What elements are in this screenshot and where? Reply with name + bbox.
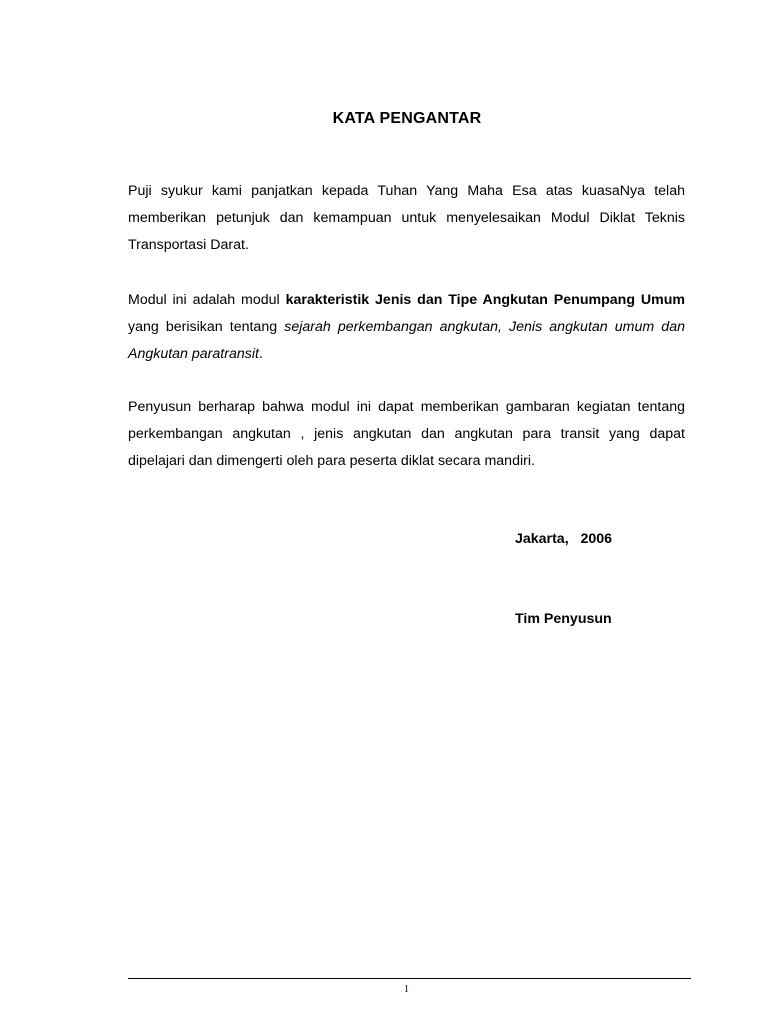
- paragraph-module-text-2: yang berisikan tentang: [128, 319, 285, 335]
- signature-author: Tim Penyusun: [515, 611, 612, 627]
- paragraph-module-description: [128, 287, 685, 368]
- module-topics-italic: sejarah perkembangan angkutan, Jenis angkutan umum dan Angkutan paratransit: [128, 319, 685, 362]
- paragraph-module-text-1: Modul ini adalah modul: [128, 292, 286, 308]
- page-number: 1: [404, 984, 409, 995]
- paragraph-module-text-3: .: [258, 346, 263, 362]
- module-title-bold: karakteristik Jenis dan Tipe Angkutan Penumpang Umum: [285, 292, 686, 308]
- paragraph-intro: Puji syukur kami panjatkan kepada Tuhan Yang Maha Esa atas kuasaNya telah memberikan petunjuk dan kemampuan untuk menyelesaikan Modul Diklat Teknis Transportasi Darat.: [128, 183, 685, 253]
- footer-divider: [128, 978, 691, 979]
- page-title: KATA PENGANTAR: [332, 110, 482, 127]
- signature-place-date: Jakarta, 2006: [515, 531, 613, 547]
- paragraph-author-hope: Penyusun berharap bahwa modul ini dapat memberikan gambaran kegiatan tentang perkembangan angkutan , jenis angkutan dan angkutan para transit yang dapat dipelajari dan dimengerti oleh para peserta diklat secara mandiri.: [128, 399, 685, 469]
